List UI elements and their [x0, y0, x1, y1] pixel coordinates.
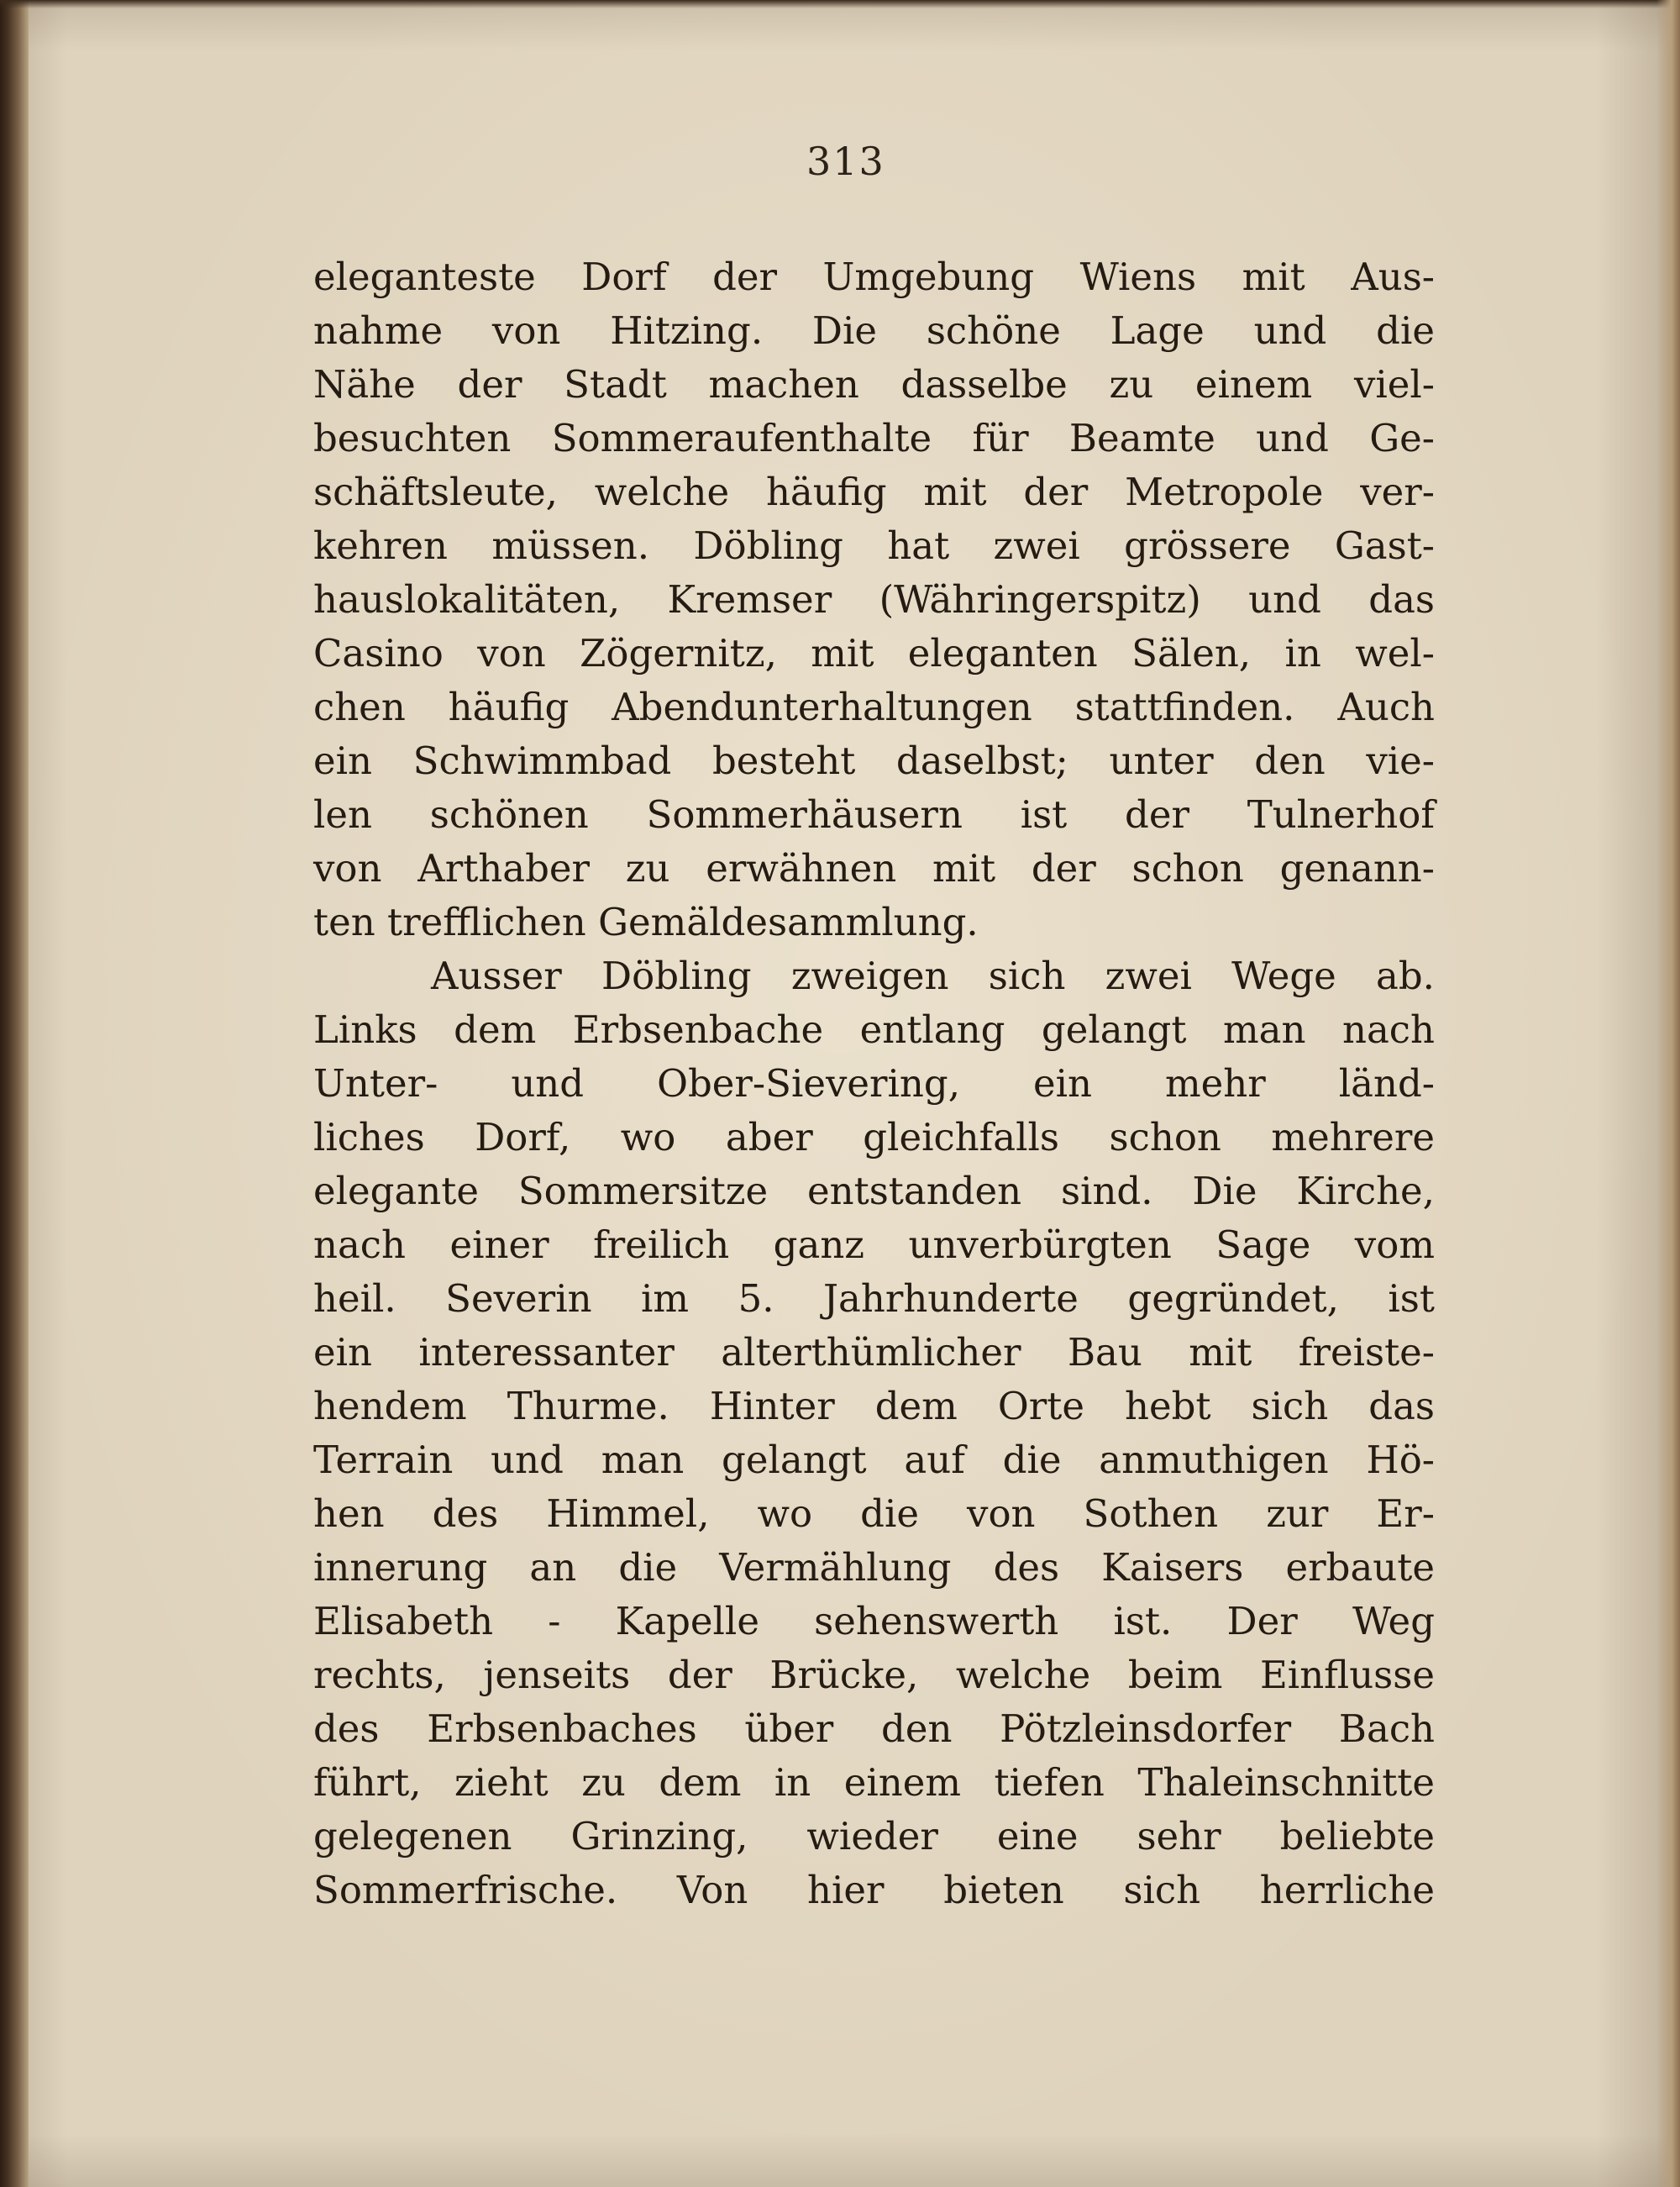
text-line: heil. Severin im 5. Jahrhunderte gegründet, ist: [313, 1276, 1435, 1321]
text-line: liches Dorf, wo aber gleichfalls schon mehrere: [313, 1115, 1435, 1159]
text-line: kehren müssen. Döbling hat zwei grössere Gast-: [313, 523, 1435, 568]
text-line: ten trefflichen Gemäldesammlung.: [313, 900, 979, 944]
text-line: Links dem Erbsenbache entlang gelangt man nach: [313, 1007, 1435, 1052]
text-line: ein Schwimmbad besteht daselbst; unter den vie-: [313, 739, 1435, 783]
text-line: besuchten Sommeraufenthalte für Beamte und Ge-: [313, 416, 1435, 460]
text-line: elegante Sommersitze entstanden sind. Die Kirche,: [313, 1169, 1435, 1213]
text-line: rechts, jenseits der Brücke, welche beim Einflusse: [313, 1653, 1435, 1697]
text-line: ein interessanter alterthümlicher Bau mit freiste-: [313, 1330, 1435, 1375]
text-line: gelegenen Grinzing, wieder eine sehr beliebte: [313, 1814, 1435, 1858]
text-line: nach einer freilich ganz unverbürgten Sage vom: [313, 1222, 1435, 1267]
text-line: Terrain und man gelangt auf die anmuthigen Hö-: [313, 1438, 1435, 1482]
text-line: Nähe der Stadt machen dasselbe zu einem viel-: [313, 362, 1435, 407]
book-binding-edge: [0, 0, 29, 2187]
text-line: hauslokalitäten, Kremser (Währingerspitz) und das: [313, 577, 1435, 622]
body-text: [313, 250, 1435, 1917]
text-line: chen häufig Abendunterhaltungen stattfinden. Auch: [313, 685, 1435, 729]
text-line: führt, zieht zu dem in einem tiefen Thaleinschnitte: [313, 1760, 1435, 1805]
text-line: len schönen Sommerhäusern ist der Tulnerhof: [313, 792, 1435, 837]
page-number: 313: [806, 139, 885, 184]
text-line: hendem Thurme. Hinter dem Orte hebt sich das: [313, 1384, 1435, 1428]
text-line: innerung an die Vermählung des Kaisers erbaute: [313, 1545, 1435, 1590]
text-line: von Arthaber zu erwähnen mit der schon genann-: [313, 846, 1435, 891]
text-line: nahme von Hitzing. Die schöne Lage und die: [313, 308, 1435, 353]
text-line: des Erbsenbaches über den Pötzleinsdorfer Bach: [313, 1706, 1435, 1751]
text-line: Casino von Zögernitz, mit eleganten Sälen, in wel-: [313, 631, 1435, 676]
text-line: Sommerfrische. Von hier bieten sich herrliche: [313, 1868, 1435, 1912]
text-line: hen des Himmel, wo die von Sothen zur Er-: [313, 1491, 1435, 1536]
page-top-edge: [0, 0, 1680, 8]
text-line: schäftsleute, welche häufig mit der Metropole ver-: [313, 470, 1435, 514]
text-line: eleganteste Dorf der Umgebung Wiens mit Aus-: [313, 255, 1435, 299]
paragraph-start-line: Ausser Döbling zweigen sich zwei Wege ab.: [431, 954, 1435, 998]
text-line: Unter- und Ober-Sievering, ein mehr länd-: [313, 1061, 1435, 1106]
page-right-edge: [1656, 0, 1680, 2187]
text-line: Elisabeth - Kapelle sehenswerth ist. Der Weg: [313, 1599, 1435, 1643]
